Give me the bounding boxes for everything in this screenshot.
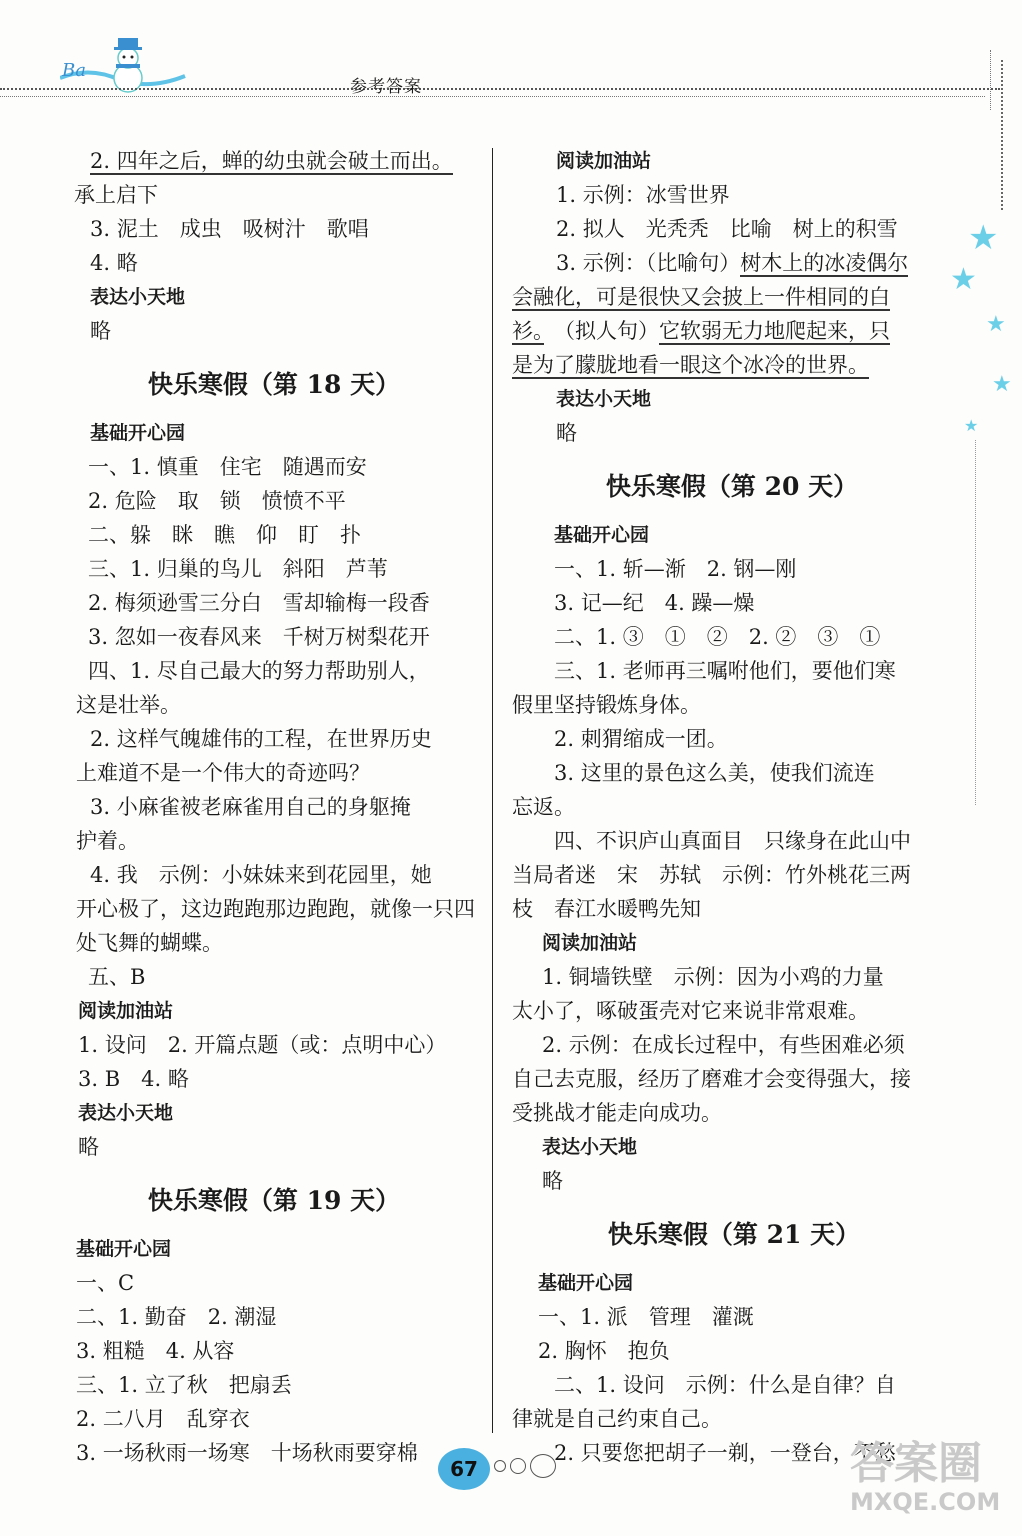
star-icon: ★ <box>992 372 1012 397</box>
day-heading: 快乐寒假（第 20 天） <box>605 472 859 501</box>
answer-line: 是为了朦胧地看一眼这个冰冷的世界。 <box>512 353 869 377</box>
answer-line: 受挑战才能走向成功。 <box>512 1101 722 1125</box>
answer-line: 二、1. 勤奋 2. 潮湿 <box>76 1305 277 1329</box>
answer-line: 四、不识庐山真面目 只缘身在此山中 <box>554 829 911 853</box>
answer-line: 三、1. 归巢的鸟儿 斜阳 芦苇 <box>88 557 388 581</box>
answer-line: 3. 这里的景色这么美，使我们流连 <box>554 761 875 785</box>
answer-line: 2. 危险 取 锁 愤愤不平 <box>88 489 346 513</box>
answer-line: 会融化，可是很快又会披上一件相同的白 <box>512 285 890 309</box>
answer-line: 2. 梅须逊雪三分白 雪却输梅一段香 <box>88 591 430 615</box>
section-label: 阅读加油站 <box>78 1000 174 1022</box>
header-rule <box>0 88 1000 90</box>
star-icon: ★ <box>968 218 999 258</box>
answer-line: 处飞舞的蝴蝶。 <box>76 931 223 955</box>
answer-line: 树木上的冰凌偶尔 <box>740 251 909 275</box>
answer-line: 2. 拟人 光秃秃 比喻 树上的积雪 <box>556 217 898 241</box>
answer-line: 律就是自己约束自己。 <box>512 1407 722 1431</box>
answer-line: 护着。 <box>76 829 139 853</box>
answer-line: 2. 只要您把胡子一剃，一登台，不愁 <box>554 1441 896 1465</box>
section-label: 表达小天地 <box>78 1102 174 1124</box>
answer-line: 3. 忽如一夜春风来 千树万树梨花开 <box>88 625 430 649</box>
answer-line: 假里坚持锻炼身体。 <box>512 693 701 717</box>
answer-line: 一、C <box>76 1271 135 1295</box>
star-icon: ★ <box>986 312 1006 337</box>
answer-line: 2. 刺猬缩成一团。 <box>554 727 728 751</box>
answer-line: 五、B <box>88 965 146 989</box>
answer-line: 一、1. 慎重 住宅 随遇而安 <box>88 455 367 479</box>
page-header-title: 参考答案 <box>350 77 422 97</box>
answer-line: 3. 小麻雀被老麻雀用自己的身躯掩 <box>90 795 411 819</box>
answer-line: 3. B 4. 略 <box>78 1067 189 1091</box>
answer-line: 二、1. ③ ① ② 2. ② ③ ① <box>554 625 881 649</box>
watermark <box>850 1440 1000 1516</box>
decorative-circle <box>510 1458 526 1474</box>
answer-line: 二、躲 眯 瞧 仰 盯 扑 <box>88 523 361 547</box>
answer-line: 2. 这样气魄雄伟的工程，在世界历史 <box>90 727 432 751</box>
star-icon: ★ <box>964 416 979 435</box>
star-icon: ★ <box>950 262 977 297</box>
answer-line: 略 <box>542 1169 563 1193</box>
section-label: 表达小天地 <box>556 388 652 410</box>
answer-line: 二、1. 设问 示例：什么是自律？自 <box>554 1373 896 1397</box>
answer-line: 一、1. 斩—渐 2. 钢—刚 <box>554 557 797 581</box>
right-column <box>512 144 942 1470</box>
answer-line: 三、1. 立了秋 把扇丢 <box>76 1373 292 1397</box>
day-heading: 快乐寒假（第 21 天） <box>607 1220 861 1249</box>
answer-line: 当局者迷 宋 苏轼 示例：竹外桃花三两 <box>512 863 911 887</box>
answer-line: 一、1. 派 管理 灌溉 <box>538 1305 754 1329</box>
answer-line: 上难道不是一个伟大的奇迹吗？ <box>76 761 370 785</box>
answer-line: 忘返。 <box>512 795 575 819</box>
watermark-url: MXQE.COM <box>850 1488 1001 1516</box>
answer-line: （拟人句） <box>564 319 659 343</box>
section-label: 基础开心园 <box>554 524 650 546</box>
header-rule-secondary <box>0 96 985 97</box>
answer-line: 1. 示例：冰雪世界 <box>556 183 730 207</box>
answer-line: 它软弱无力地爬起来，只 <box>659 319 890 343</box>
answer-line: 这是壮举。 <box>76 693 181 717</box>
answer-line: 1. 设问 2. 开篇点题（或：点明中心） <box>78 1033 447 1057</box>
answer-line: 2. 二八月 乱穿衣 <box>76 1407 250 1431</box>
section-label: 阅读加油站 <box>556 150 652 172</box>
margin-dotted-line <box>1001 60 1003 210</box>
answer-line: 枝 春江水暖鸭先知 <box>512 897 701 921</box>
section-label: 基础开心园 <box>76 1238 172 1260</box>
section-label: 表达小天地 <box>90 286 186 308</box>
decorative-circle <box>494 1460 506 1472</box>
answer-line: 3. 粗糙 4. 从容 <box>76 1339 235 1363</box>
answer-line: 略 <box>556 421 577 445</box>
section-label: 基础开心园 <box>538 1272 634 1294</box>
answer-line: 4. 我 示例：小妹妹来到花园里，她 <box>90 863 432 887</box>
answer-line: 衫。 <box>512 319 544 343</box>
answer-line: 4. 略 <box>90 251 138 275</box>
section-label: 基础开心园 <box>90 422 186 444</box>
section-label: 阅读加油站 <box>542 932 638 954</box>
answer-line: 2. 示例：在成长过程中，有些困难必须 <box>542 1033 905 1057</box>
answer-line: 3. 泥土 成虫 吸树汁 歌唱 <box>90 217 369 241</box>
answer-line: 2. 胸怀 抱负 <box>538 1339 670 1363</box>
answer-line: 略 <box>90 319 111 343</box>
watermark-title: 答案圈 <box>850 1438 982 1489</box>
page-number: 67 <box>438 1448 490 1490</box>
answer-line: 3. 一场秋雨一场寒 十场秋雨要穿棉 <box>76 1441 418 1465</box>
header-divider <box>990 50 991 110</box>
answer-line: 略 <box>78 1135 99 1159</box>
answer-line: 1. 铜墙铁壁 示例：因为小鸡的力量 <box>542 965 884 989</box>
answer-line: 3. 示例：（比喻句） <box>556 251 741 275</box>
answer-line: 承上启下 <box>74 183 158 207</box>
answer-line: 三、1. 老师再三嘱咐他们，要他们寒 <box>554 659 896 683</box>
answer-line: 2. 四年之后，蝉的幼虫就会破土而出。 <box>90 149 453 173</box>
day-heading: 快乐寒假（第 19 天） <box>147 1186 401 1215</box>
left-column <box>74 144 474 1470</box>
svg-text:Ba: Ba <box>62 60 86 81</box>
answer-line: 自己去克服，经历了磨难才会变得强大，接 <box>512 1067 911 1091</box>
answer-line: 太小了，啄破蛋壳对它来说非常艰难。 <box>512 999 869 1023</box>
answer-line: 3. 记—纪 4. 躁—燥 <box>554 591 755 615</box>
section-label: 表达小天地 <box>542 1136 638 1158</box>
decorative-circle <box>530 1454 556 1478</box>
answer-line: 开心极了，这边跑跑那边跑跑，就像一只四 <box>76 897 475 921</box>
margin-dotted-line-lower <box>975 440 976 805</box>
day-heading: 快乐寒假（第 18 天） <box>147 370 401 399</box>
answer-line: 四、1. 尽自己最大的努力帮助别人， <box>88 659 430 683</box>
column-divider <box>492 148 493 1433</box>
